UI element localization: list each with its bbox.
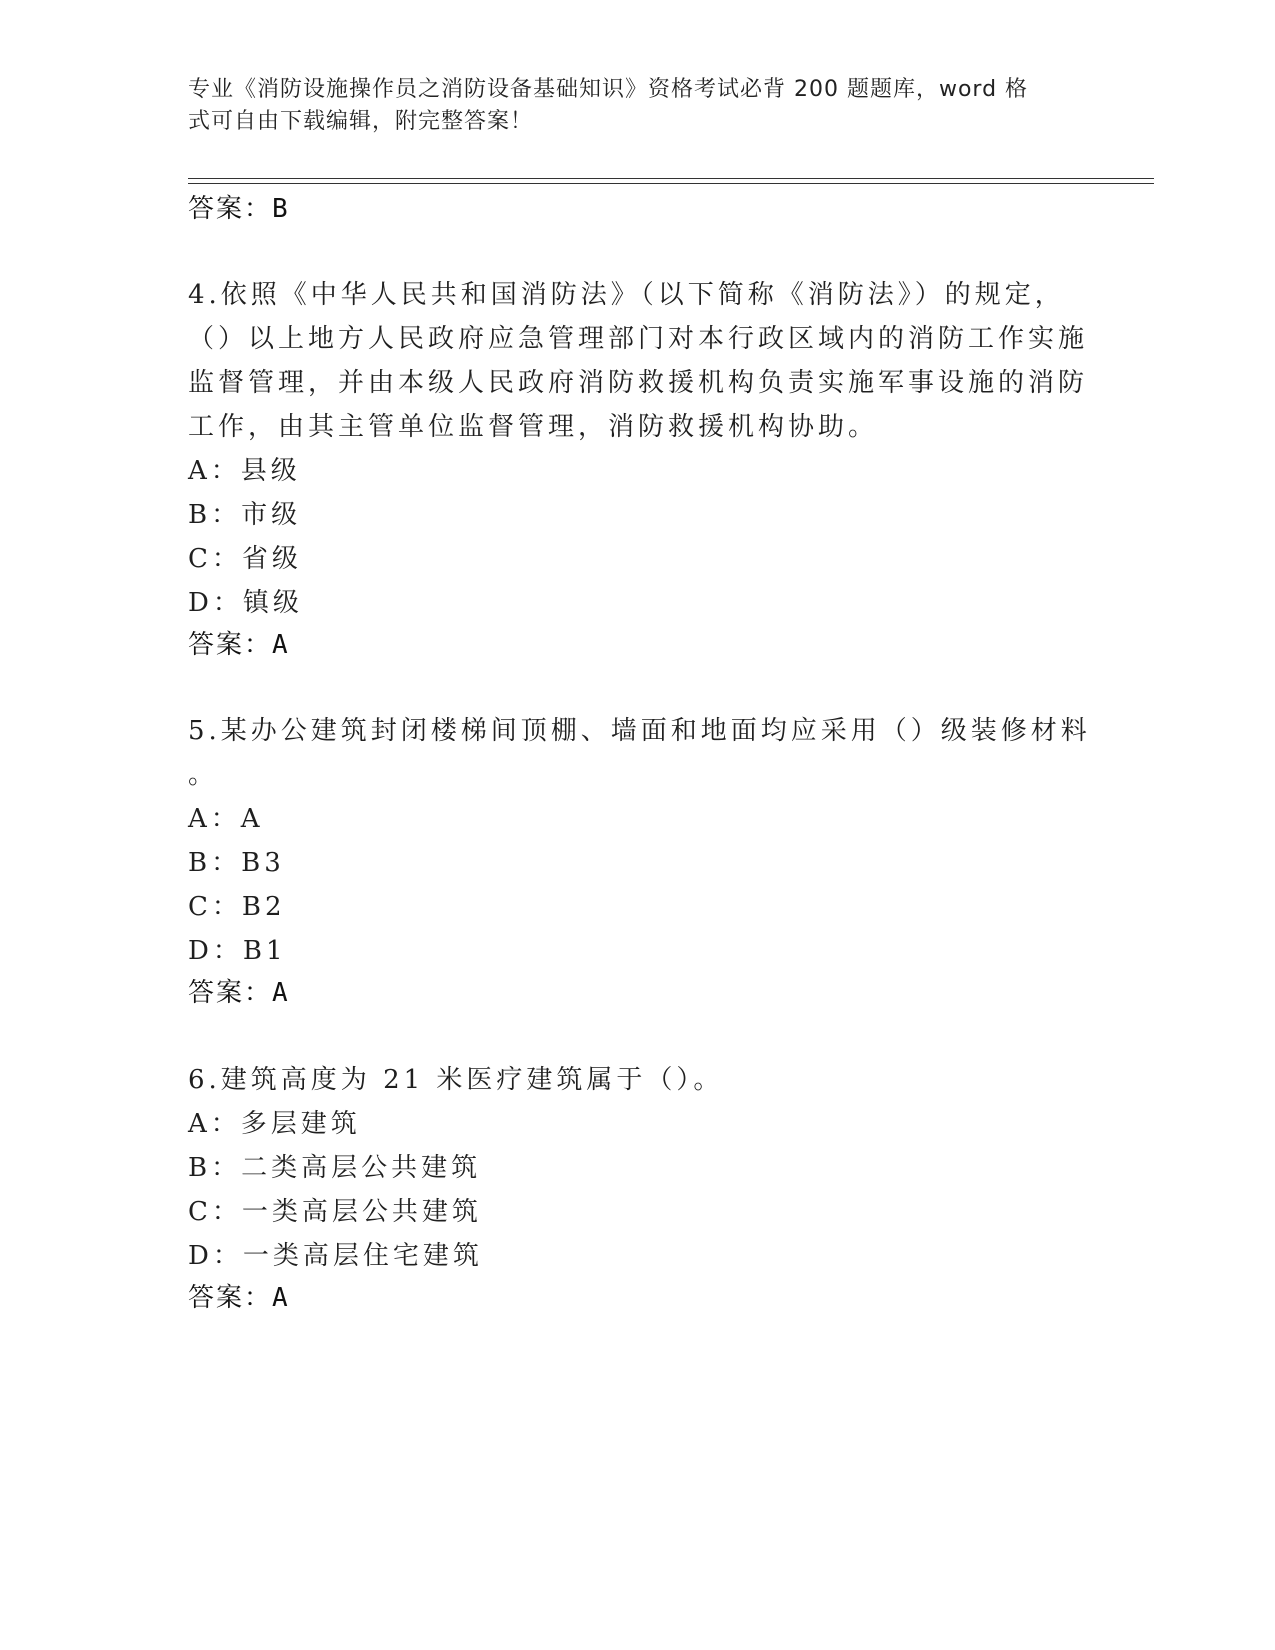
q3-answer	[188, 188, 290, 225]
q5-option-b: B：B3	[188, 848, 285, 878]
q4-option-b: B：市级	[188, 500, 302, 530]
q5-option-a: A：A	[188, 804, 264, 834]
answer-label: 答案：	[188, 194, 273, 224]
q4-option-d: D：镇级	[188, 588, 303, 618]
q4-stem-line-4: 工作，由其主管单位监督管理，消防救援机构协助。	[188, 412, 879, 442]
q4-stem-line-2: （）以上地方人民政府应急管理部门对本行政区域内的消防工作实施	[188, 324, 1089, 354]
q6-answer	[188, 1277, 290, 1314]
q5-stem-line-1: 5.某办公建筑封闭楼梯间顶棚、墙面和地面均应采用（）级装修材料	[188, 716, 1091, 746]
header-divider-bottom	[188, 183, 1154, 184]
document-header	[188, 74, 1068, 138]
q4-option-a: A：县级	[188, 456, 301, 486]
q4-stem-line-3: 监督管理，并由本级人民政府消防救援机构负责实施军事设施的消防	[188, 368, 1089, 398]
q6-option-a: A：多层建筑	[188, 1109, 361, 1139]
q4-stem-line-1: 4.依照《中华人民共和国消防法》（以下简称《消防法》）的规定，	[188, 280, 1065, 310]
q6-option-c: C：一类高层公共建筑	[188, 1197, 482, 1227]
header-divider-top	[188, 178, 1154, 179]
q5-option-d: D：B1	[188, 936, 287, 966]
q6-option-b: B：二类高层公共建筑	[188, 1153, 482, 1183]
q6-stem-line-1: 6.建筑高度为 21 米医疗建筑属于（）。	[188, 1065, 724, 1095]
answer-label: 答案：	[188, 630, 273, 660]
q5-stem-line-2: 。	[188, 760, 219, 790]
answer-label: 答案：	[188, 1283, 273, 1313]
q5-option-c: C：B2	[188, 892, 286, 922]
header-line-1: 专业《消防设施操作员之消防设备基础知识》资格考试必背 200 题题库，word 格	[188, 77, 1029, 102]
answer-value: A	[272, 630, 290, 660]
q6-option-d: D：一类高层住宅建筑	[188, 1241, 483, 1271]
answer-label: 答案：	[188, 978, 273, 1008]
answer-value: A	[272, 1283, 290, 1313]
q4-answer	[188, 624, 290, 661]
answer-value: B	[272, 194, 290, 224]
header-line-2: 式可自由下载编辑，附完整答案！	[188, 109, 534, 134]
answer-value: A	[272, 978, 290, 1008]
q4-option-c: C：省级	[188, 544, 302, 574]
q5-answer	[188, 972, 290, 1009]
